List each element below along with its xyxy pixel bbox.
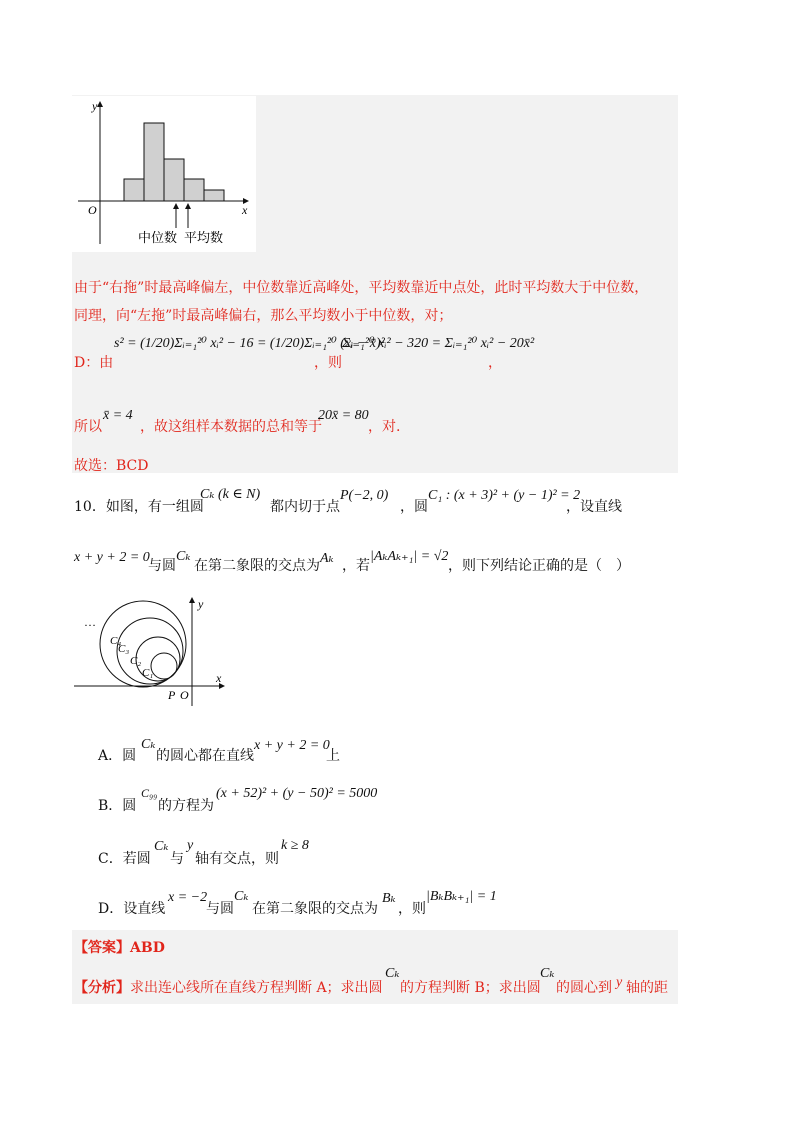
analysis-ck: Cₖ [385, 966, 400, 981]
mean-label: 平均数 [184, 230, 224, 245]
q10-formula-ck: Cₖ (k ∈ N) [200, 487, 261, 502]
q10-text-e: 与圆 [148, 558, 176, 574]
d-formula-1: s² = (1/20)Σᵢ₌₁²⁰ xᵢ² − 16 = (1/20)Σᵢ₌₁²⁰ (xᵢ − x̄)² [114, 336, 385, 351]
option-b-f1: C₉₉ [141, 786, 158, 800]
x-axis-label: x [242, 203, 248, 217]
histogram-bar-1 [124, 179, 144, 201]
answer-row [74, 937, 165, 957]
median-label: 中位数 [138, 230, 178, 245]
label-c4: C₄ [110, 635, 122, 647]
option-c-mid: 与 [170, 851, 184, 867]
option-b-prefix: B．圆 [98, 798, 137, 814]
option-a-end: 上 [326, 748, 340, 764]
answer-tag: 【答案】 [74, 940, 130, 956]
q10-formula-ck2: Cₖ [176, 549, 191, 564]
option-d-f3: Bₖ [382, 891, 396, 906]
option-d-mid3: ，则 [398, 901, 426, 917]
option-a-f2: x + y + 2 = 0 [254, 738, 330, 753]
option-a-f1: Cₖ [141, 737, 156, 752]
option-c-mid2: 轴有交点，则 [195, 851, 279, 867]
histogram-chart [72, 96, 256, 252]
analysis-text-c: 的圆心到 [556, 980, 612, 996]
q10-text-a: 10．如图，有一组圆 [74, 499, 204, 515]
option-a-mid: 的圆心都在直线 [156, 748, 254, 764]
option-d-prefix: D．设直线 [98, 901, 166, 917]
q10-formula-c1: C₁ : (x + 3)² + (y − 1)² = 2 [428, 488, 581, 503]
histogram-bar-3 [164, 159, 184, 201]
label-p: P [168, 688, 176, 702]
label-o: O [180, 688, 189, 702]
option-a-prefix: A．圆 [98, 748, 137, 764]
q10-text-g: ，若 [342, 558, 370, 574]
q10-formula-dist: |AₖAₖ₊₁| = √2 [370, 549, 449, 564]
so-mid: ，故这组样本数据的总和等于 [140, 419, 322, 435]
analysis-tag: 【分析】 [74, 980, 130, 996]
origin-label: O [88, 203, 97, 217]
analysis-text-d: 轴的距 [626, 980, 668, 996]
so-formula-2: 20x̄ = 80 [318, 408, 369, 423]
analysis-d-line [74, 352, 113, 372]
option-c-f1: Cₖ [154, 839, 169, 854]
answer-line: 故选：BCD [74, 458, 149, 474]
d-end: ， [488, 355, 502, 371]
option-c-prefix: C．若圆 [98, 851, 151, 867]
histogram-bar-4 [184, 179, 204, 201]
label-c3: C₃ [118, 643, 130, 655]
option-d-f2: Cₖ [234, 889, 249, 904]
d-mid: ，则 [314, 355, 342, 371]
option-d-f4: |BₖBₖ₊₁| = 1 [426, 889, 497, 904]
option-d-mid2: 在第二象限的交点为 [252, 901, 378, 917]
analysis-text-a: 求出连心线所在直线方程判断 A；求出圆 [130, 980, 383, 996]
analysis-line-1: 由于“右拖”时最高峰偏左，中位数靠近高峰处，平均数靠近中点处，此时平均数大于中位数， [74, 280, 649, 296]
q10-formula-ak: Aₖ [320, 551, 334, 566]
y-axis-label: y [92, 99, 98, 113]
q10-text-h: ，则下列结论正确的是（ ） [448, 558, 630, 574]
label-x: x [216, 671, 222, 685]
so-end: ，对. [368, 419, 401, 435]
label-c2: C₂ [130, 655, 142, 667]
option-b-mid: 的方程为 [158, 798, 214, 814]
answer-value: ABD [130, 940, 165, 956]
option-b-f2: (x + 52)² + (y − 50)² = 5000 [216, 786, 378, 801]
analysis-line-2: 同理，向“左拖”时最高峰偏右，那么平均数小于中位数，对； [74, 308, 453, 324]
q10-text-c: ，圆 [400, 499, 428, 515]
histogram-bar-5 [204, 190, 224, 201]
option-d-f1: x = −2 [168, 890, 208, 905]
histogram-figure [72, 96, 256, 252]
q10-text-d: ，设直线 [566, 499, 622, 515]
d-formula-2: Σᵢ₌₁²⁰ xᵢ² − 320 = Σᵢ₌₁²⁰ xᵢ² − 20x̄² [342, 336, 535, 351]
analysis-text-b: 的方程判断 B；求出圆 [400, 980, 541, 996]
so-prefix: 所以 [74, 419, 102, 435]
histogram-bar-2 [144, 123, 164, 201]
option-c-f3: k ≥ 8 [281, 838, 309, 853]
circle-c1 [151, 653, 177, 679]
q10-formula-line: x + y + 2 = 0 [74, 550, 150, 565]
analysis-ck2: Cₖ [540, 966, 555, 981]
analysis-y: y [616, 975, 623, 990]
option-c-f2: y [187, 838, 194, 853]
circles-diagram [72, 594, 232, 714]
q10-text-b: 都内切于点 [270, 499, 340, 515]
q10-text-f: 在第二象限的交点为 [194, 558, 320, 574]
option-d-mid: 与圆 [206, 901, 234, 917]
d-prefix: D：由 [74, 355, 114, 371]
q10-formula-p: P(−2, 0) [340, 488, 389, 503]
label-c1: C₁ [142, 667, 154, 679]
label-y: y [198, 597, 204, 611]
fig-dots: … [84, 615, 96, 629]
so-formula: x̄ = 4 [103, 408, 133, 423]
circles-figure [72, 594, 232, 714]
